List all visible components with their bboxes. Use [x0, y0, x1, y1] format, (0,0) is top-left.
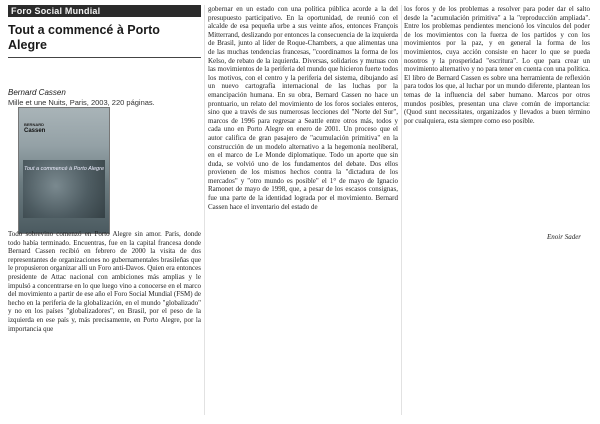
book-cover-image: [18, 107, 110, 234]
cover-name: Cassen: [24, 128, 46, 134]
middle-column: [208, 5, 398, 211]
column-divider: [401, 5, 402, 415]
section-label: Foro Social Mundial: [8, 5, 201, 17]
column-2-text: gobernar en un estado con una política pública acorde a la del presupuesto participativo. En la oportunidad, de reunió con el alcalde de esa pequeña urbe a sus veinte años, entonces François Mitterrand, deslizando por entonces la consecuencia de la izquierda de Brasil, junto al líder de Roque-Chambers, a que alimentas una de las muchas tendencias francesas, "coordinamos la forma de los Kelso, de rebato de la izquierda. Diversas, solidarios y mutuas con las movimientos de la periferia del mundo que hicieron fuerte todos los motivos, con el centro y la periferia del sistema, dibujando así un nuevo cartografía internacional de las luchas por la emancipación humana. En su obra, Bernard Cassen no hace un prontuario, un relato del movimiento de los foros sociales enteros, sino que a través de sus numerosas lecciones del "Norte del Sur", marcos de 1996 para regresar a Seattle entre otros más, todos y cada uno en Porto Alegre en enero de 2001. Un proceso que el autor califica de gran pasajero de "acumulación primitiva" en la construcción de un modelo alternativo a la hegemonía neoliberal, en el marco de Le Monde diplomatique. Todo un aporte que sin duda, se volvió uno de los fundamentos del debate. Dos ellos provienen de los mismos hechos contra la "dictadura de los mercados" y "otro mundo es posible" el 1° de mayo de Ignacio Ramonet de mayo de 1998, que, a pesar de los escasos consignas, fue una parte de la identidad lograda por el movimiento. Bernard Cassen hace el inventario del estado de: [208, 5, 398, 211]
right-column: [404, 5, 590, 125]
signature: Enoir Sader: [547, 233, 582, 241]
column-3-text: los foros y de los problemas a resolver para poder dar el salto desde la "acumulación primitiva" a la "reproducción ampliada". Entre los problemas pendientes mencionó los vínculos del poder de los movimientos con la fuerza de los partidos y con los movimientos por la paz, y en general la forma de los movimientos, cuya acción consiste en hacer lo que se pueda nosotros y la prosperidad "escritura". Lo que para crear un movimiento alternativo y no para tener en cuenta con una política. El libro de Bernard Cassen es sobre una herramienta de reflexión para todos los que, al luchar por un mundo diferente, plantean los temas de la influencia del saber humano. Marcos por otros mundos posibles, presentan una clave común de importancia: (Quod sunt necessitates, organizados y llevados a buen término por cualquiera, esta siempre como eso posible.: [404, 5, 590, 125]
cover-title: Tout a commencé à Porto Alegre: [24, 166, 104, 172]
column-1-text: Todo sobrevino comenzó en Porto Alegre sin amor. París, donde todo había terminado. Encuentras, fue en la capital francesa donde Bernard Cassen recibió en febrero de 2000 la visita de dos representantes de organizaciones no gubernamentales brasileñas que le propusieron organizar allí un Foro anti-Davos. Quien era entonces presidente de Attac nacional con ambiciones más amplias y le impulsó a concentrarse en lo que luego vino a conocerse en el marco del movimiento a partir de ese año el Foro Social Mundial (FSM) de hecho en la periferia de la globalización, en el mundo "globalizado" y no en los países "globalizadores", en Brasil, por el peso de la izquierda en ese país y, más precisamente, en Porto Alegre, por la importancia que: [8, 230, 201, 333]
cover-author: BERNARD: [24, 122, 44, 127]
headline: Tout a commencé à Porto Alegre: [8, 23, 201, 58]
left-column: [8, 5, 201, 333]
book-pubinfo: Mille et une Nuits, Paris, 2003, 220 páginas.: [8, 98, 155, 107]
column-divider: [204, 5, 205, 415]
book-author: Bernard Cassen: [8, 88, 66, 97]
